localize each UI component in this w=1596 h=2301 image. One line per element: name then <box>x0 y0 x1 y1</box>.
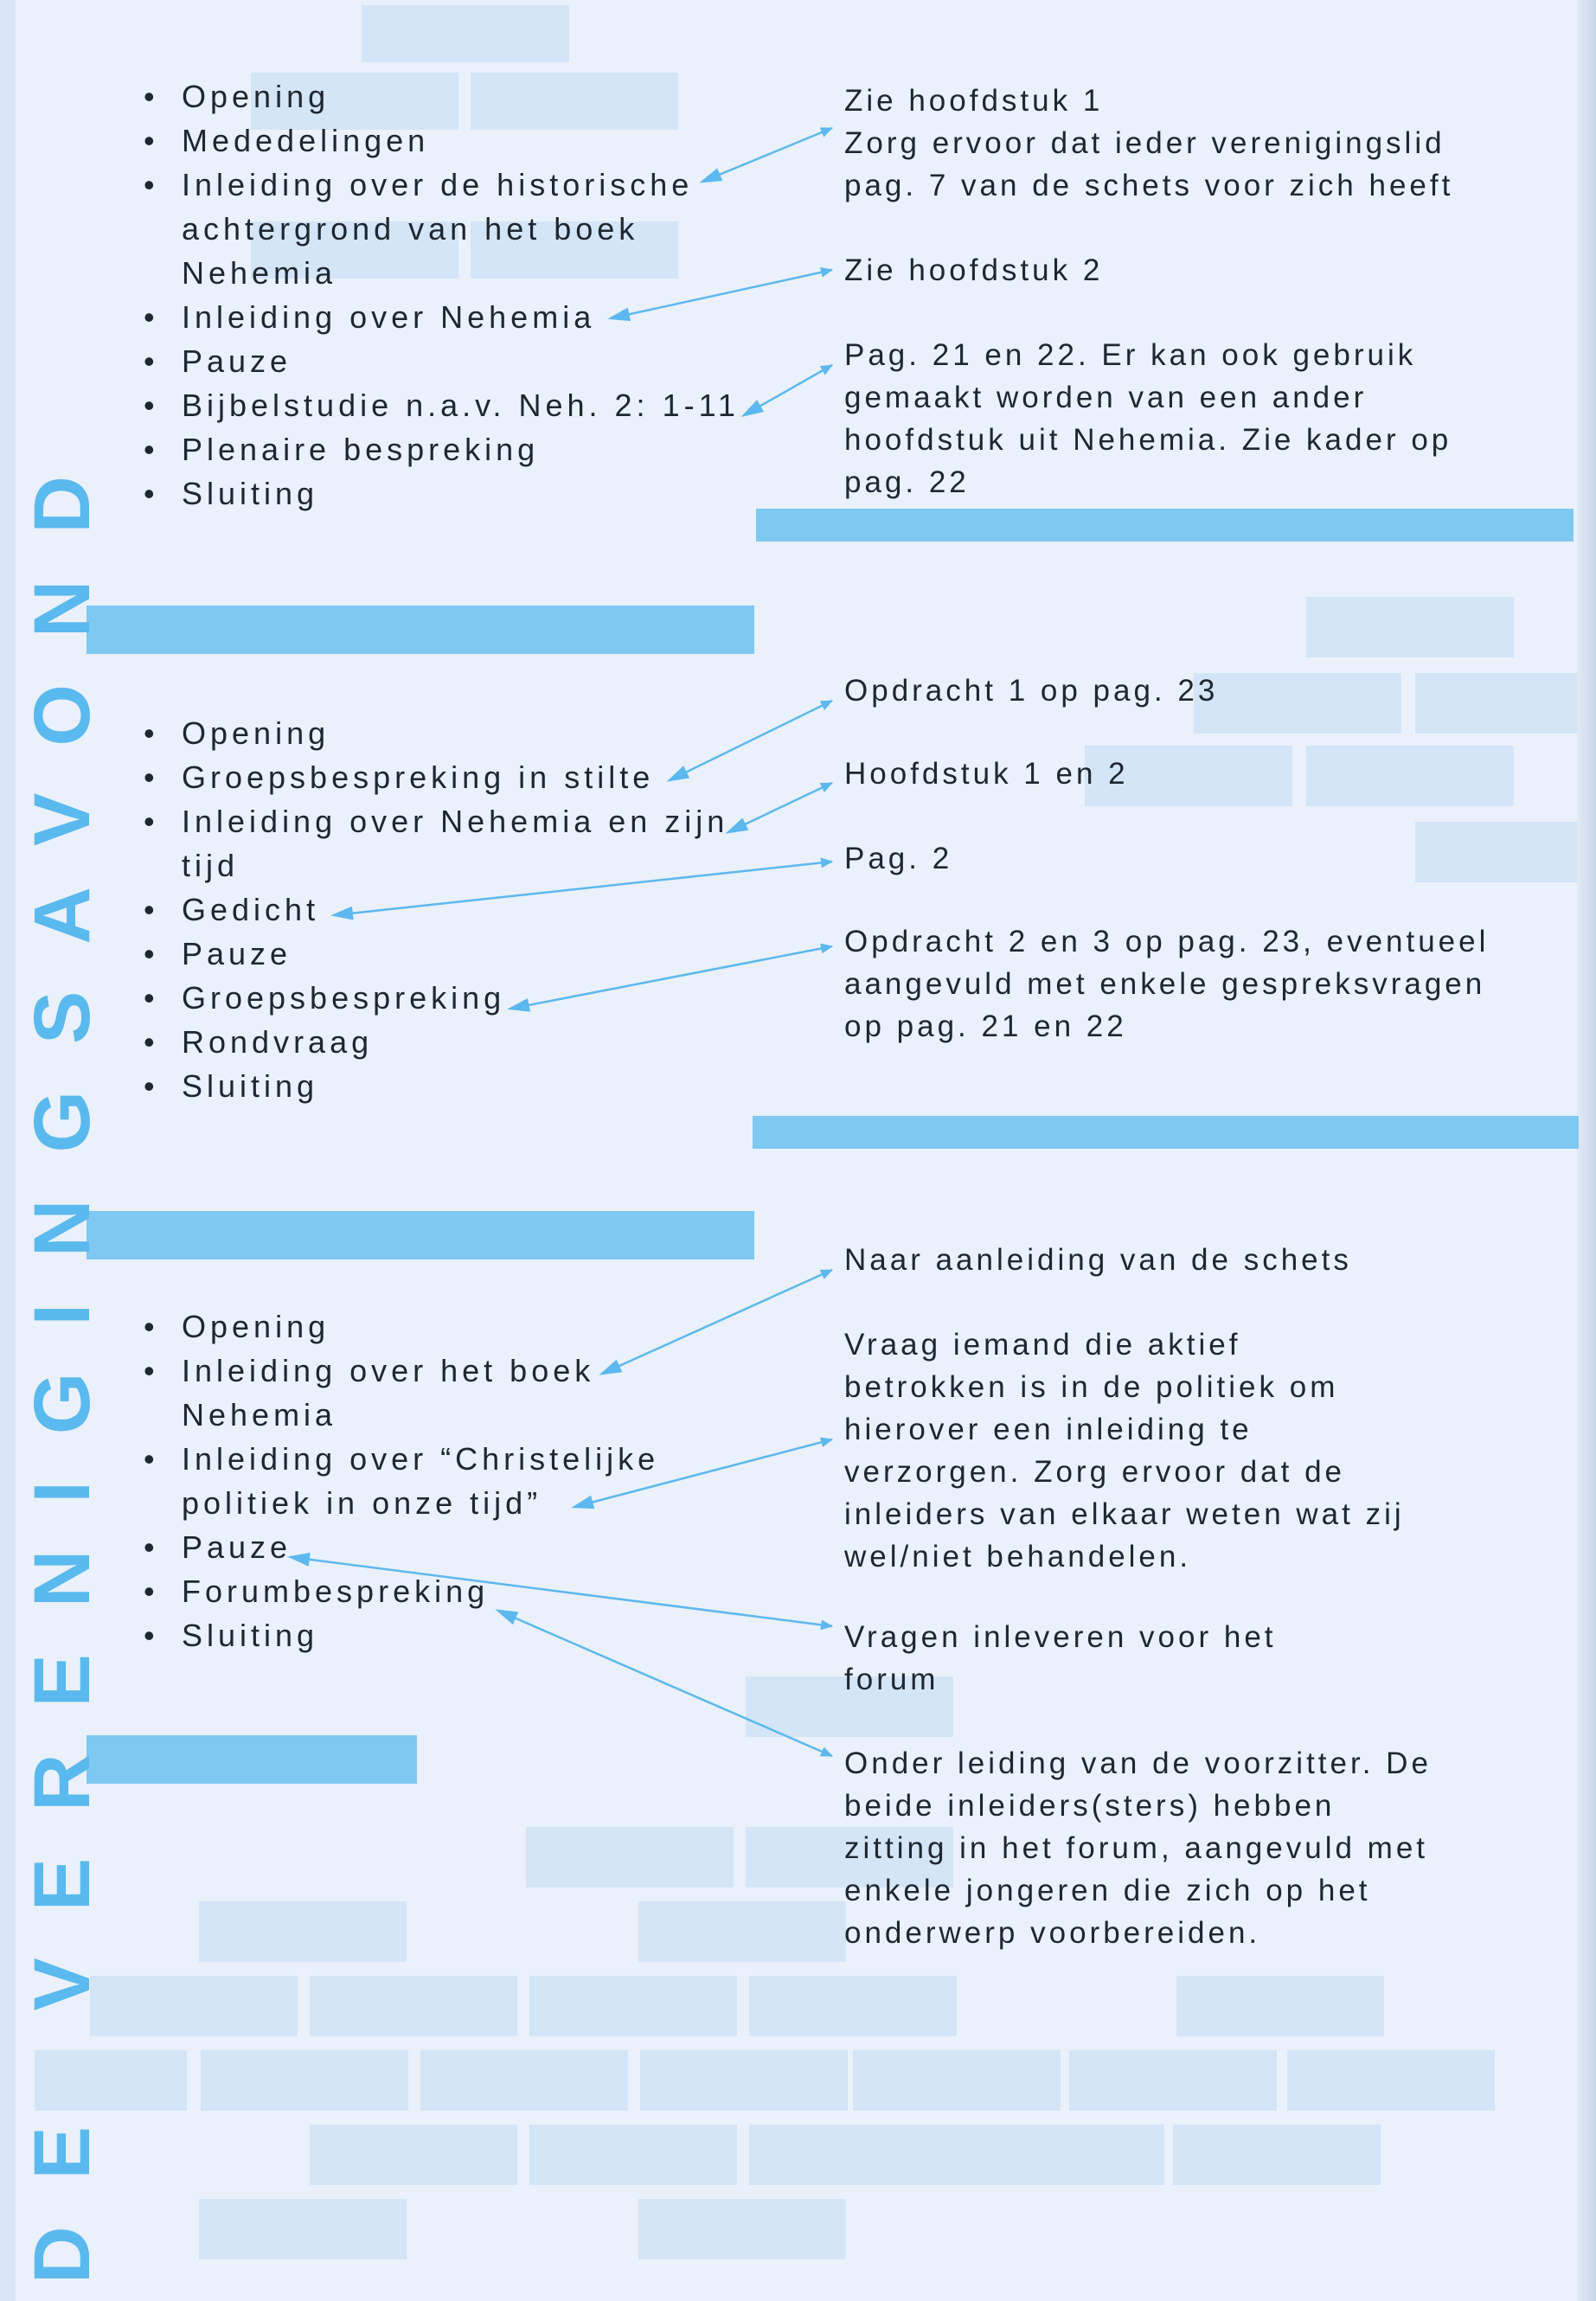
list-item: • Inleiding over de historische achtergrond van het boek Nehemia <box>144 167 694 291</box>
list-item: • Gedicht <box>144 892 320 927</box>
arrow <box>611 270 832 318</box>
list-item: • Opening <box>144 1309 330 1344</box>
note: Naar aanleiding van de schets <box>844 1243 1352 1277</box>
list-item: • Mededelingen <box>144 123 430 158</box>
list-item: • Inleiding over het boek Nehemia <box>144 1353 595 1433</box>
list-item: • Sluiting <box>144 476 319 511</box>
arrow <box>744 365 832 415</box>
note: Onder leiding van de voorzitter. De beide inleiders(sters) hebben zitting in het forum, aangevuld met enkele jongeren die zich op het onderwerp voorbereiden. <box>844 1747 1432 1950</box>
note: Zie hoofdstuk 1 <box>844 84 1104 118</box>
note: Zorg ervoor dat ieder verenigingslid pag. 7 van de schets voor zich heeft <box>844 126 1454 202</box>
arrow <box>510 946 832 1009</box>
note: Zie hoofdstuk 2 <box>844 253 1104 287</box>
list-item: • Opening <box>144 79 330 114</box>
arrow <box>291 1557 832 1626</box>
arrow <box>334 862 832 915</box>
note: Vragen inleveren voor het forum <box>844 1620 1277 1696</box>
vertical-title: DE VERENIGINGSAVOND <box>18 429 106 2284</box>
list-item: • Opening <box>144 715 330 751</box>
note: Hoofdstuk 1 en 2 <box>844 757 1129 791</box>
arrow <box>728 783 832 832</box>
list-item: • Bijbelstudie n.a.v. Neh. 2: 1-11 <box>144 388 740 423</box>
note: Opdracht 2 en 3 op pag. 23, eventueel aangevuld met enkele gespreksvragen op pag. 21 en 22 <box>844 925 1490 1043</box>
list-item: • Inleiding over Nehemia en zijn tijd <box>144 804 729 883</box>
arrow <box>670 701 832 780</box>
arrow <box>574 1439 832 1507</box>
list-item: • Groepsbespreking in stilte <box>144 760 655 795</box>
list-item: • Sluiting <box>144 1618 319 1653</box>
list-item: • Inleiding over Nehemia <box>144 299 596 335</box>
list-item: • Pauze <box>144 936 292 971</box>
list-item: • Groepsbespreking <box>144 980 506 1016</box>
list-item: • Pauze <box>144 343 292 379</box>
list-item: • Plenaire bespreking <box>144 432 540 467</box>
list-item: • Sluiting <box>144 1068 319 1104</box>
list-item: • Inleiding over “Christelijke politiek in onze tijd” <box>144 1441 660 1521</box>
arrow <box>498 1611 832 1756</box>
note: Opdracht 1 op pag. 23 <box>844 674 1219 708</box>
arrow <box>702 128 832 182</box>
note: Pag. 2 <box>844 842 953 875</box>
list-item: • Rondvraag <box>144 1024 374 1060</box>
list-item: • Pauze <box>144 1529 292 1565</box>
list-item: • Forumbespreking <box>144 1574 490 1609</box>
note: Pag. 21 en 22. Er kan ook gebruik gemaakt worden van een ander hoofdstuk uit Nehemia. Zie kader op pag. 22 <box>844 338 1452 499</box>
arrow <box>602 1270 832 1374</box>
note: Vraag iemand die aktief betrokken is in de politiek om hierover een inleiding te verzorgen. Zorg ervoor dat de inleiders van elkaar weten wat zij wel/niet behandelen. <box>844 1328 1405 1574</box>
